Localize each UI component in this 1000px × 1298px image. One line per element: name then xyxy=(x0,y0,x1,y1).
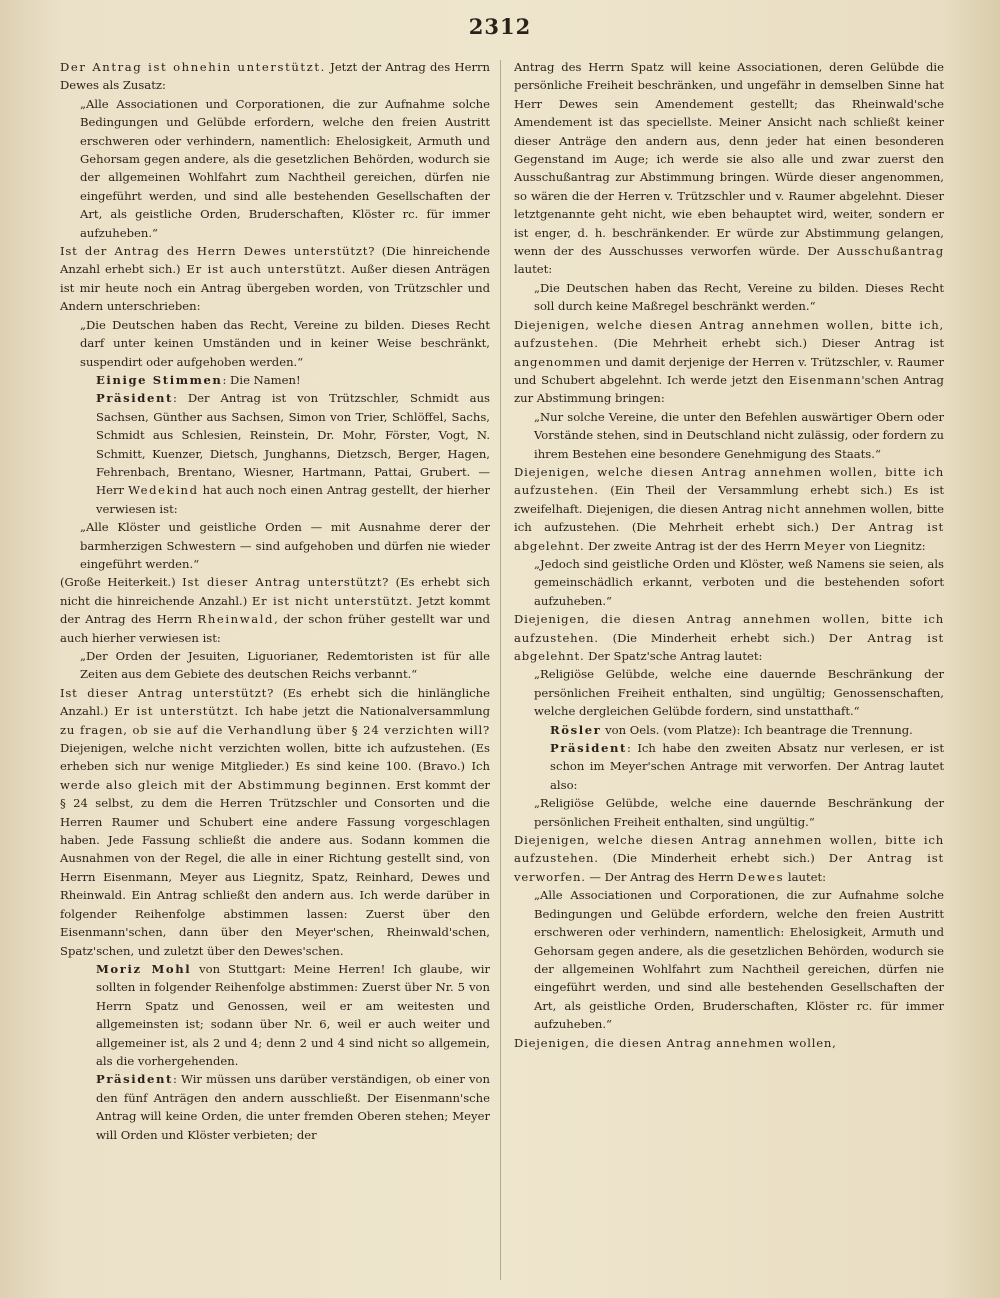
text: (Es erhebt sich nicht die hinreichende Anzahl.) xyxy=(60,575,490,608)
quote: „Alle Associationen und Corporationen, die zur Aufnahme solche Bedingungen und Gelübde erfordern, welche den freien Austritt erschweren oder verhindern, namentlich: Ehelosigkeit, Armuth und Gehorsam gegen andere, als die gesetzlichen Behörden, wodurch sie der allgemeinen Wohlfahrt zum Nachtheil gereichen, dürfen nie eingeführt werden, und sind alle bestehenden Gesellschaften der Art, als geistliche Orden, Bruderschaften, Klöster rc. für immer aufzuheben.“ xyxy=(534,888,944,1032)
quote: „Religiöse Gelübde, welche eine dauernde Beschränkung der persönlichen Freiheit enthalten, sind ungültig; Genossenschaften, welche dergleichen Gelübde fordern, sind unstatthaft.“ xyxy=(534,667,944,719)
speaker-name: Präsident xyxy=(96,391,173,406)
quote: „Alle Klöster und geistliche Orden — mit Ausnahme derer der barmherzigen Schwestern — sind aufgehoben und dürfen nie wieder eingeführt werden.“ xyxy=(80,520,490,571)
quote: „Die Deutschen haben das Recht, Vereine zu bilden. Dieses Recht soll durch keine Maßregel beschränkt werden.“ xyxy=(534,280,944,314)
quote: „Die Deutschen haben das Recht, Vereine zu bilden. Dieses Recht darf unter keinen Umständen und in keiner Weise beschränkt, suspendirt oder aufgehoben werden.“ xyxy=(80,317,490,369)
quote: „Jedoch sind geistliche Orden und Klöster, weß Namens sie seien, als gemeinschädlich erkannt, verboten und die bestehenden sofort aufzuheben.“ xyxy=(534,556,944,608)
spaced-text: nicht xyxy=(766,501,801,516)
text: Erst kommt der § 24 selbst, zu dem die Herren Trützschler und Consorten und die Herren Raumer und Schubert eine andere Fassung vorgeschlagen haben. Jede Fassung schließt die andere aus. Sodann kommen die Ausnahmen von der Regel, die alle in einer Richtung gestellt sind, von Herrn Eisenmann, Meyer aus Liegnitz, Spatz, Reinhard, Dewes und Rheinwald. Ein Antrag schließt den andern aus. Ich werde darüber in folgender Reihenfolge abstimmen lassen: Zuerst über den Eisenmann'schen, dann über den Meyer'schen, Rheinwald'schen, Spatz'schen, und zuletzt über den Dewes'schen. xyxy=(60,777,490,958)
speaker-name: Rösler xyxy=(550,722,602,737)
text: — Der Antrag des Herrn xyxy=(585,869,738,884)
text: : Wir müssen uns darüber verständigen, ob einer von den fünf Anträgen den andern ausschließt. Der Eisenmann'sche Antrag will keine Orden, die unter fremden Oberen stehen; Meyer will Orden und Klöster verbieten; der xyxy=(96,1072,490,1142)
text: Antrag des Herrn Spatz will keine Associationen, deren Gelübde die persönliche Freiheit beschränken, und ungefähr in demselben Sinne hat Herr Dewes sein Amendement gestellt; das Rheinwald'sche Amendement ist das speciellste. Meiner Ansicht nach schließt keiner dieser Anträge den andern aus, denn jeder hat einen besonderen Gegenstand im Auge; ich werde sie also alle und zwar zuerst den Ausschußantrag zur Abstimmung bringen. Würde dieser angenommen, so wären die der Herren v. Trützschler und v. Raumer abgelehnt. Dieser letztgenannte geht nicht, wie eben behauptet wird, weiter, sondern er ist enger, d. h. beschränkender. Er würde zur Abstimmung gelangen, wenn der des Ausschusses verworfen würde. Der xyxy=(514,60,944,259)
spaced-text: Meyer xyxy=(804,538,846,553)
text: (Große Heiterkeit.) xyxy=(60,575,183,590)
column-divider xyxy=(500,60,501,1280)
paragraph xyxy=(514,610,944,665)
text: hat auch noch einen Antrag gestellt, der hierher verwiesen ist: xyxy=(96,483,490,516)
text: annehmen wollen, bitte ich aufzustehen. (Die Mehrheit erhebt sich.) xyxy=(514,501,944,535)
text: Außer diesen Anträgen ist mir heute noch ein Antrag übergeben worden, von Trützschler und Andern unterschrieben: xyxy=(60,262,490,314)
text: lautet: xyxy=(514,262,553,277)
quote: „Alle Associationen und Corporationen, die zur Aufnahme solche Bedingungen und Gelübde erfordern, welche den freien Austritt erschweren oder verhindern, namentlich: Ehelosigkeit, Armuth und Gehorsam gegen andere, als die gesetzlichen Behörden, wodurch sie der allgemeinen Wohlfahrt zum Nachtheil gereichen, dürfen nie eingeführt werden, und sind alle bestehenden Gesellschaften der Art, als geistliche Orden, Bruderschaften, Klöster rc. für immer aufzuheben.“ xyxy=(80,96,490,240)
speaker-name: Präsident xyxy=(96,1072,173,1087)
text: Diejenigen, welche xyxy=(60,741,180,756)
text: , der schon früher gestellt war und auch hierher verwiesen ist: xyxy=(60,612,490,645)
text: verzichten wollen, bitte ich aufzustehen. (Es erheben sich nur wenige Mitglieder.) Es sind keine 100. (Bravo.) Ich xyxy=(60,741,490,774)
spaced-text: nicht xyxy=(179,741,214,756)
spaced-text: Er ist auch unterstützt. xyxy=(180,262,347,277)
text: von Stuttgart: Meine Herren! Ich glaube, wir sollten in folgender Reihenfolge abstimmen: Zuerst über Nr. 5 von Herrn Spatz und Genossen, weil er am weitesten und allgemeinsten ist; sodann über Nr. 6, weil er auch weiter und allgemeiner ist, als 2 und 4; denn 2 und 4 sind nicht so allgemein, als die vorhergehenden. xyxy=(96,961,490,1068)
speaker-paragraph xyxy=(60,1070,490,1144)
text: Ich habe jetzt die Nationalversammlung xyxy=(238,704,490,719)
text: Jetzt kommt der Antrag des Herrn xyxy=(60,593,490,627)
page-number: 2312 xyxy=(468,14,532,39)
paragraph xyxy=(60,684,490,960)
speaker-name: Moriz Mohl xyxy=(96,961,192,976)
text: (Die Minderheit erhebt sich.) xyxy=(598,630,829,645)
spaced-text: Diejenigen, welche diesen Antrag annehmen wollen, bitte ich, aufzustehen. xyxy=(514,317,944,351)
spaced-text: Der Antrag ist ohnehin unterstützt. xyxy=(60,60,326,74)
spaced-text: Ist dieser Antrag unterstützt? xyxy=(182,575,390,590)
paragraph xyxy=(60,242,490,316)
speaker-name: Präsident xyxy=(550,741,627,756)
spaced-text: Dewes xyxy=(737,869,785,884)
text: : Der Antrag ist von Trützschler, Schmidt aus Sachsen, Günther aus Sachsen, Simon von Trier, Schlöffel, Sachs, Schmidt aus Schlesien, Reinstein, Dr. Mohr, Förster, Vogt, N. Schmitt, Kuenzer, Dietsch, Junghanns, Dietzsch, Berger, Hagen, Fehrenbach, Brentano, Wiesner, Hartmann, Pattai, Grubert. — Herr xyxy=(96,391,490,498)
quote: „Nur solche Vereine, die unter den Befehlen auswärtiger Obern oder Vorstände stehen, sind in Deutschland nicht zulässig, oder fordern zu ihrem Bestehen eine besondere Genehmigung des Staats.“ xyxy=(534,409,944,461)
quote: „Der Orden der Jesuiten, Liguorianer, Redemtoristen ist für alle Zeiten aus dem Gebiete des deutschen Reichs verbannt.“ xyxy=(80,649,490,682)
text: (Ein Theil der Versammlung erhebt sich.) Es ist zweifelhaft. Diejenigen, die diesen Antrag xyxy=(514,483,944,516)
text: und damit derjenige der Herren v. Trützschler, v. Raumer und Schubert abgelehnt. Ich werde jetzt den xyxy=(514,354,944,387)
text: : Die Namen! xyxy=(222,372,301,387)
text: (Die Minderheit erhebt sich.) xyxy=(598,851,829,866)
spaced-text: Eisenmann xyxy=(788,372,862,387)
spaced-text: Diejenigen, welche diesen Antrag annehmen wollen, bitte ich aufzustehen. xyxy=(514,464,944,498)
text: (Die Mehrheit erhebt sich.) Dieser Antrag ist xyxy=(598,336,944,351)
text: Der zweite Antrag ist der des Herrn xyxy=(584,538,805,553)
right-column xyxy=(514,58,944,1286)
paragraph xyxy=(514,316,944,408)
text: Jetzt der Antrag des Herrn Dewes als Zusatz: xyxy=(60,60,490,93)
speaker-paragraph xyxy=(514,721,944,739)
text: (Es erhebt sich die hinlängliche Anzahl.) xyxy=(60,685,490,719)
speaker-name: Einige Stimmen xyxy=(96,372,223,387)
speaker-paragraph xyxy=(514,739,944,794)
spaced-text: Rheinwald xyxy=(197,612,275,627)
spaced-text: Wedekind xyxy=(128,483,199,498)
paragraph xyxy=(514,831,944,886)
spaced-text: Der Antrag ist abgelehnt. xyxy=(514,630,944,663)
speaker-paragraph xyxy=(60,960,490,1070)
text: (Die hinreichende Anzahl erhebt sich.) xyxy=(60,244,490,277)
spaced-text: Diejenigen, welche diesen Antrag annehmen wollen, bitte ich aufzustehen. xyxy=(514,833,944,866)
paragraph xyxy=(514,58,944,279)
text: lautet: xyxy=(784,869,827,884)
text: Der Spatz'sche Antrag lautet: xyxy=(584,649,763,663)
paragraph xyxy=(514,463,944,555)
spaced-text: Der Antrag ist verworfen. xyxy=(514,851,944,884)
text: von Oels. (vom Platze): Ich beantrage die Trennung. xyxy=(601,722,913,737)
text: von Liegnitz: xyxy=(845,538,926,553)
text: 'schen Antrag zur Abstimmung bringen: xyxy=(514,372,944,406)
spaced-text: zu fragen, ob sie auf die Verhandlung über § 24 verzichten will? xyxy=(60,722,490,737)
spaced-text: Der Antrag ist abgelehnt. xyxy=(514,520,944,553)
spaced-text: werde also gleich mit der Abstimmung beginnen. xyxy=(60,777,392,792)
paragraph: Diejenigen, die diesen Antrag annehmen wollen, xyxy=(514,1035,837,1050)
text: : Ich habe den zweiten Absatz nur verlesen, er ist schon im Meyer'schen Antrage mit verworfen. Der Antrag lautet also: xyxy=(550,741,944,792)
left-column xyxy=(60,58,490,1286)
speaker-paragraph xyxy=(60,389,490,518)
spaced-text: Ist dieser Antrag unterstützt? xyxy=(60,685,275,700)
spaced-text: angenommen xyxy=(514,354,602,369)
speaker-paragraph xyxy=(60,371,490,389)
spaced-text: Er ist nicht unterstützt. xyxy=(251,593,414,608)
spaced-text: Ausschußantrag xyxy=(836,244,944,259)
spaced-text: Er ist unterstützt. xyxy=(114,704,239,719)
paragraph xyxy=(60,58,490,95)
spaced-text: Diejenigen, die diesen Antrag annehmen wollen, bitte ich aufzustehen. xyxy=(514,612,944,645)
paragraph xyxy=(60,573,490,647)
spaced-text: Ist der Antrag des Herrn Dewes unterstützt? xyxy=(60,244,376,259)
quote: „Religiöse Gelübde, welche eine dauernde Beschränkung der persönlichen Freiheit enthalten, sind ungültig.“ xyxy=(534,796,944,829)
